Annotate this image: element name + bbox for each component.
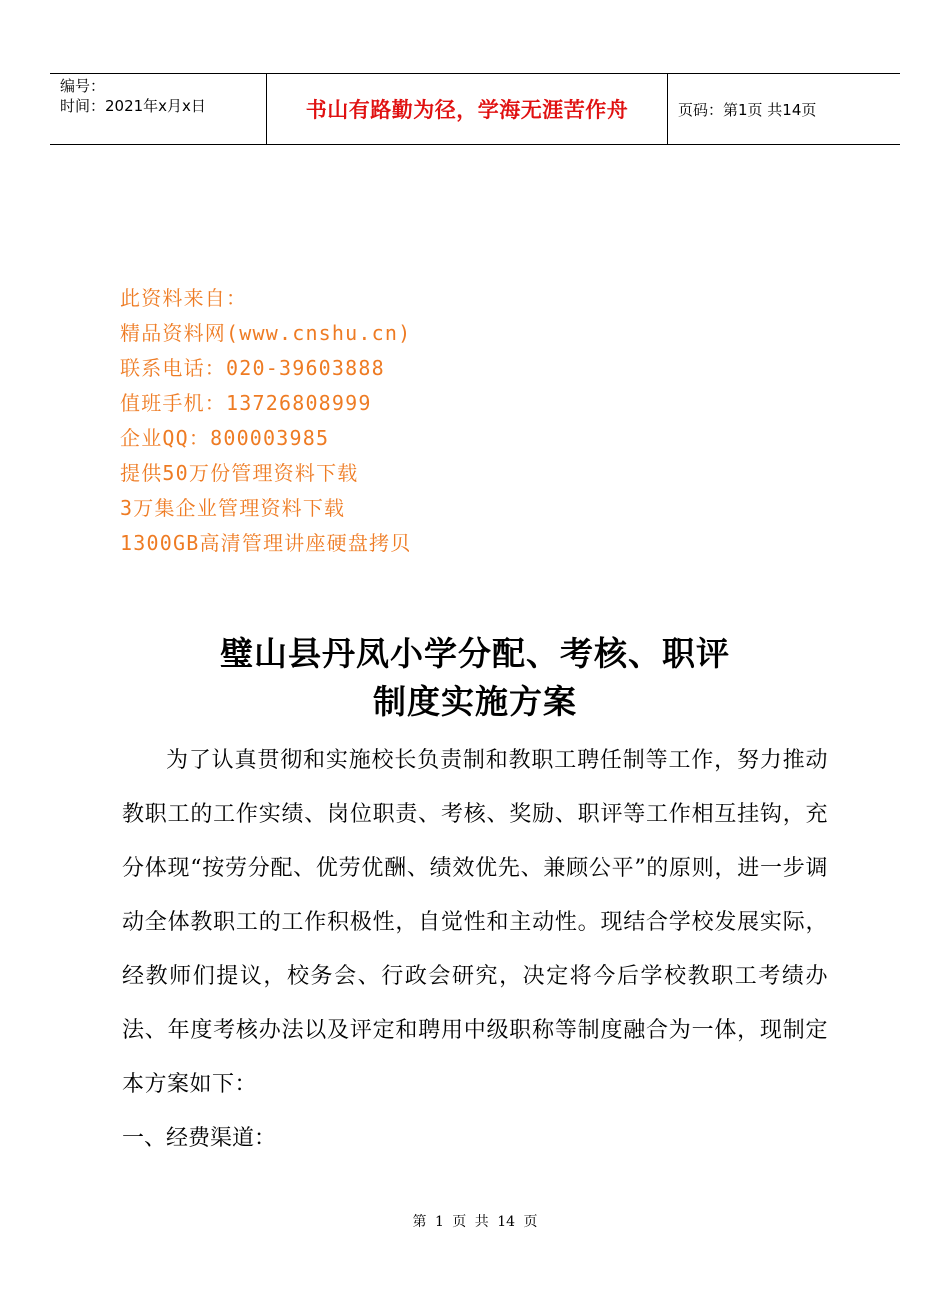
header-motto-cell [266,74,668,144]
page-header [50,73,900,145]
info-line: 提供50万份管理资料下载 [120,461,359,485]
info-line: 精品资料网(www.cnshu.cn) [120,321,412,345]
document-title [0,630,950,726]
intro-paragraph: 为了认真贯彻和实施校长负责制和教职工聘任制等工作，努力推动教职工的工作实绩、岗位职责、考核、奖励、职评等工作相互挂钩，充分体现“按劳分配、优劳优酬、绩效优先、兼顾公平”的原则，进一步调动全体教职工的工作积极性，自觉性和主动性。现结合学校发展实际，经教师们提议，校务会、行政会研究，决定将今后学校教职工考绩办法、年度考核办法以及评定和聘用中级职称等制度融合为一体，现制定本方案如下： [122,748,828,1097]
page-footer: 第 1 页 共 14 页 [412,1214,538,1230]
header-time-label: 时间：2021年x月x日 [60,97,206,115]
info-line: 值班手机：13726808999 [120,391,372,415]
source-info-block [120,281,411,561]
header-meta [50,74,266,144]
info-line: 企业QQ：800003985 [120,426,330,450]
info-line: 1300GB高清管理讲座硬盘拷贝 [120,531,412,555]
document-title-line1: 璧山县丹凤小学分配、考核、职评 [220,634,730,673]
header-number-label: 编号： [60,77,106,95]
section-heading-funding: 一、经费渠道： [122,1126,277,1151]
info-line: 联系电话：020-39603888 [120,356,385,380]
info-line: 3万集企业管理资料下载 [120,496,346,520]
header-motto: 书山有路勤为径，学海无涯苦作舟 [305,98,629,122]
info-line: 此资料来自： [120,286,248,310]
header-page-info: 页码：第1页 共14页 [678,100,817,119]
header-page-info-cell [668,74,900,144]
document-title-line2: 制度实施方案 [373,682,577,721]
